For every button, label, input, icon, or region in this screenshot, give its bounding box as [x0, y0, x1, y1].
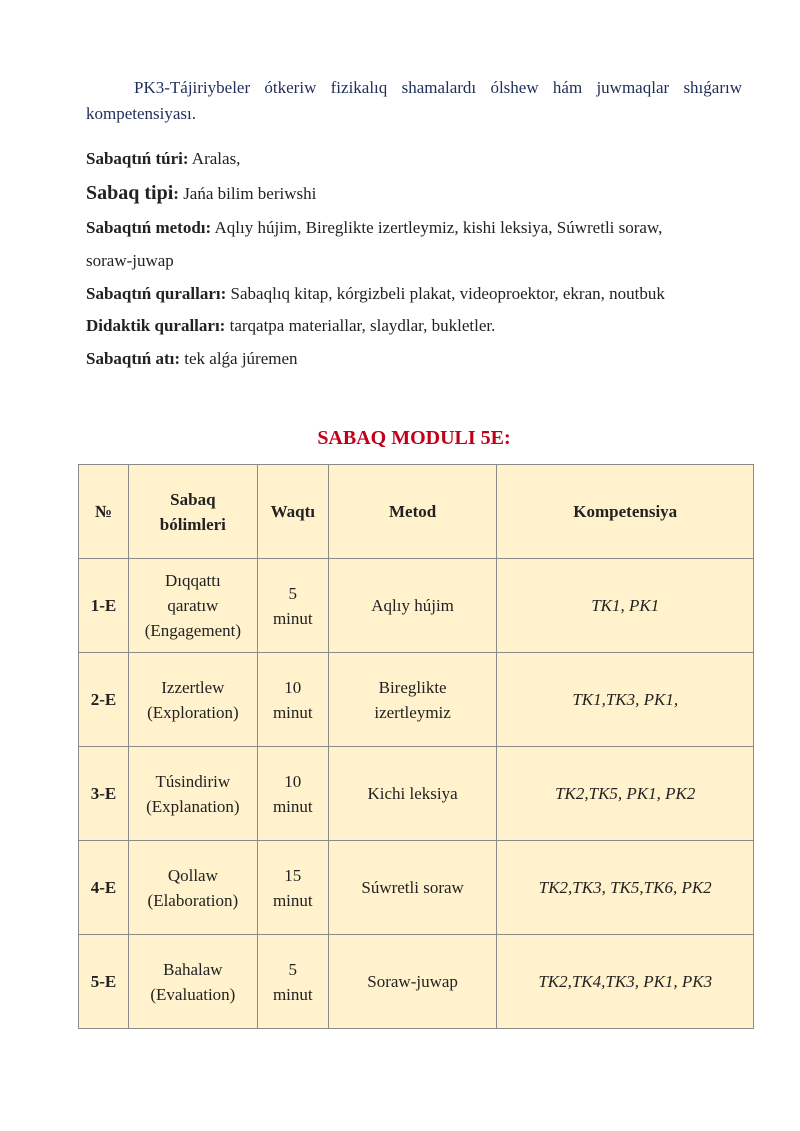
sabaq-ati-line [86, 347, 756, 371]
sabaq-qurallar-value: Sabaqlıq kitap, kórgizbeli plakat, videoproektor, ekran, noutbuk [226, 284, 665, 303]
sabaq-metod-value: Aqlıy hújim, Bireglikte izertleymiz, kishi leksiya, Súwretli soraw, [211, 218, 663, 237]
row-metod [328, 559, 497, 653]
row-waqt [257, 747, 328, 841]
sabaq-tipi-colon: : [173, 184, 179, 203]
row-kompetensiya: TK1,TK3, PK1, [497, 653, 754, 747]
row-metod [328, 935, 497, 1029]
row-metod-line: Bireglikte [378, 677, 447, 697]
table-title: SABAQ MODULI 5E: [317, 427, 511, 449]
sabaq-tipi-value: Jańa bilim beriwshi [178, 184, 317, 203]
row-waqt-line: 10 [284, 677, 302, 697]
row-bolim-line: (Engagement) [144, 621, 241, 640]
row-number: 1-E [79, 559, 129, 653]
row-metod-line: Soraw-juwap [367, 972, 458, 991]
row-bolim [128, 559, 257, 653]
sabaq-tipi-line [86, 181, 756, 206]
row-bolim-line: (Evaluation) [150, 984, 236, 1004]
row-number: 5-E [79, 935, 129, 1029]
row-metod [328, 747, 497, 841]
table-row [79, 653, 754, 747]
row-bolim [128, 747, 257, 841]
sabaq-turi-value: Aralas, [188, 149, 241, 168]
row-metod [328, 841, 497, 935]
header-num: № [79, 465, 129, 559]
row-bolim [128, 935, 257, 1029]
sabaq-metod-continuation: soraw-juwap [86, 251, 174, 270]
didaktik-qurallar-value: tarqatpa materiallar, slaydlar, bukletler. [225, 316, 496, 335]
row-waqt-line: minut [272, 608, 313, 628]
row-metod-line: izertleymiz [374, 702, 451, 722]
row-number: 3-E [79, 747, 129, 841]
row-metod-line: Aqlıy hújim [371, 596, 454, 615]
sabaq-ati-label: Sabaqtıń atı: [86, 349, 180, 368]
row-bolim-line: qaratıw [167, 596, 219, 615]
row-number: 4-E [79, 841, 129, 935]
row-waqt-line: minut [272, 796, 313, 816]
table-row [79, 559, 754, 653]
sabaq-turi-line [86, 147, 756, 171]
sabaq-metod-label: Sabaqtıń metodı: [86, 218, 212, 237]
row-bolim-line: Bahalaw [163, 959, 223, 979]
row-kompetensiya: TK2,TK4,TK3, PK1, PK3 [497, 935, 754, 1029]
row-waqt-line: 5 [288, 959, 298, 979]
row-metod-line: Kichi leksiya [367, 784, 458, 803]
row-waqt-line: 10 [284, 771, 302, 791]
row-metod-line: Súwretli soraw [361, 878, 464, 897]
row-bolim-line: Qollaw [167, 865, 218, 885]
row-waqt [257, 559, 328, 653]
sabaq-qurallar-line [86, 282, 756, 306]
table-row [79, 841, 754, 935]
row-waqt [257, 841, 328, 935]
sabaq-metod-line [86, 216, 756, 240]
row-kompetensiya: TK2,TK3, TK5,TK6, PK2 [497, 841, 754, 935]
row-bolim-line: (Explanation) [146, 796, 240, 816]
didaktik-qurallar-line [86, 314, 756, 338]
header-komp: Kompetensiya [497, 465, 754, 559]
row-waqt [257, 935, 328, 1029]
didaktik-qurallar-label: Didaktik quralları: [86, 316, 226, 335]
sabaq-ati-value: tek alǵa júremen [180, 349, 298, 368]
header-bolim [128, 465, 257, 559]
table-header-row [79, 465, 754, 559]
sabaq-qurallar-label: Sabaqtıń quralları: [86, 284, 227, 303]
sabaq-turi-label: Sabaqtıń túri: [86, 149, 189, 168]
sabaq-tipi-label: Sabaq tipi [86, 182, 174, 204]
row-kompetensiya: TK1, PK1 [497, 559, 754, 653]
row-kompetensiya: TK2,TK5, PK1, PK2 [497, 747, 754, 841]
header-bolim-line1: Sabaq [170, 489, 216, 509]
row-bolim-line: (Exploration) [147, 702, 239, 722]
row-number: 2-E [79, 653, 129, 747]
row-waqt-line: minut [272, 890, 313, 910]
table-row [79, 747, 754, 841]
row-metod [328, 653, 497, 747]
row-waqt-line: 15 [284, 865, 302, 885]
row-waqt [257, 653, 328, 747]
row-bolim [128, 653, 257, 747]
header-metod: Metod [328, 465, 497, 559]
row-bolim-line: (Elaboration) [147, 890, 239, 910]
row-waqt-line: 5 [288, 583, 298, 603]
row-waqt-line: minut [272, 702, 313, 722]
header-bolim-line2: bólimleri [159, 514, 226, 534]
row-waqt-line: minut [272, 984, 313, 1004]
table-row [79, 935, 754, 1029]
header-waqt: Waqtı [257, 465, 328, 559]
row-bolim-line: Túsindiriw [155, 771, 231, 791]
intro-paragraph: PK3-Tájiriybeler ótkeriw fizikalıq shamalardı ólshew hám juwmaqlar shıǵarıw kompetensiyası. [86, 78, 742, 123]
row-bolim-line: Izzertlew [161, 677, 225, 697]
row-bolim [128, 841, 257, 935]
row-bolim-line: Dıqqattı [165, 571, 221, 590]
sabaq-modul-table [78, 464, 754, 1029]
